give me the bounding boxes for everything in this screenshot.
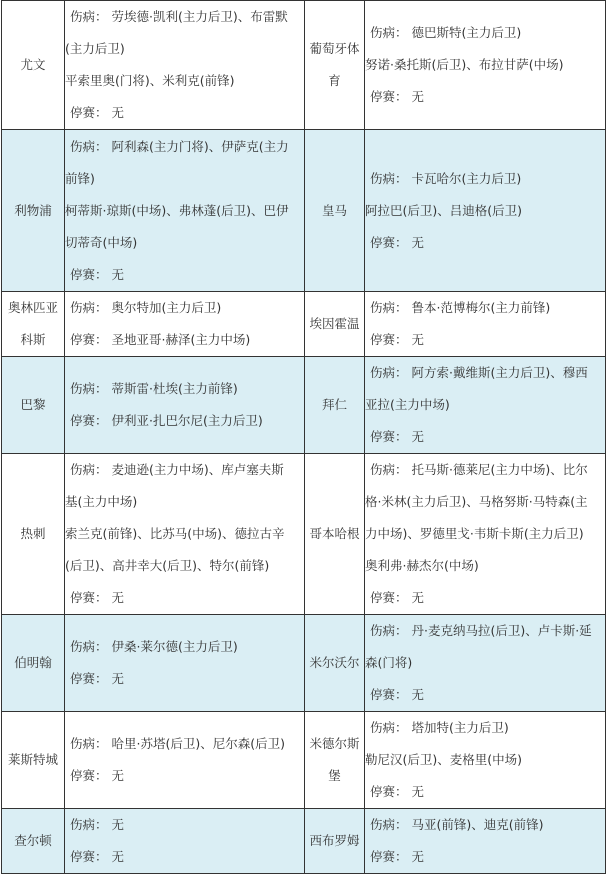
left-team-injury-details [65,712,305,809]
detail-line: 停赛： 无 [370,89,424,104]
detail-line: 伤病： 塔加特(主力后卫) [370,720,509,735]
right-team-injury-details [365,357,606,454]
detail-line: 停赛： 无 [70,671,124,686]
detail-line: 伤病： 麦迪逊(主力中场)、库卢塞夫斯 [70,462,284,477]
left-team-injury-details [65,357,305,454]
detail-line: 伤病： 劳埃德·凯利(主力后卫)、布雷默 [70,9,288,24]
detail-line: 奥利弗·赫杰尔(中场) [365,558,479,573]
left-team-name: 尤文 [2,1,65,130]
detail-line: 森(门将) [365,655,413,670]
right-team-name: 拜仁 [305,357,365,454]
table-row [2,809,606,874]
detail-line: 勒尼汉(后卫)、麦格里(中场) [365,752,523,767]
detail-line: 伤病： 无 [70,817,124,832]
detail-line: 努诺·桑托斯(后卫)、布拉甘萨(中场) [365,57,564,72]
left-team-name: 伯明翰 [2,615,65,712]
left-team-injury-details [65,1,305,130]
detail-line: 伤病： 阿方索·戴维斯(主力后卫)、穆西 [370,365,588,380]
right-team-injury-details [365,454,606,615]
right-team-name: 米德尔斯堡 [305,712,365,809]
detail-line: 停赛： 无 [370,332,424,347]
left-team-injury-details [65,454,305,615]
detail-line: 伤病： 马亚(前锋)、迪克(前锋) [370,817,544,832]
left-team-name: 查尔顿 [2,809,65,874]
left-team-injury-details [65,292,305,357]
detail-line: 停赛： 无 [70,849,124,864]
detail-line: 停赛： 无 [370,590,424,605]
detail-line: 前锋) [65,170,95,186]
detail-line: 伤病： 阿利森(主力门将)、伊萨克(主力 [70,138,289,154]
detail-line: 阿拉巴(后卫)、吕迪格(后卫) [365,202,523,218]
right-team-name: 哥本哈根 [305,454,365,615]
right-team-name: 西布罗姆 [305,809,365,874]
detail-line: 平索里奥(门将)、米利克(前锋) [65,73,235,88]
detail-line: 柯蒂斯·琼斯(中场)、弗林蓬(后卫)、巴伊 [65,202,289,218]
detail-line: 停赛： 无 [70,590,124,605]
right-team-injury-details [365,712,606,809]
detail-line: 伤病： 鲁本·范博梅尔(主力前锋) [370,300,551,315]
table-row [2,130,606,292]
detail-line: 伤病： 丹·麦克纳马拉(后卫)、卢卡斯·延 [370,623,592,638]
detail-line: 停赛： 无 [370,849,424,864]
left-team-name: 利物浦 [2,130,65,292]
detail-line: (后卫)、高井幸大(后卫)、特尔(前锋) [65,558,270,573]
left-team-injury-details [65,615,305,712]
detail-line: 伤病： 蒂斯雷·杜埃(主力前锋) [70,381,238,396]
table-row [2,454,606,615]
table-row [2,1,606,130]
table-row [2,615,606,712]
detail-line: 停赛： 无 [370,687,424,702]
right-team-injury-details [365,809,606,874]
right-team-name: 埃因霍温 [305,292,365,357]
right-team-injury-details [365,1,606,130]
detail-line: 停赛： 伊利亚·扎巴尔尼(主力后卫) [70,413,263,428]
detail-line: 力中场)、罗德里戈·韦斯卡斯(主力后卫) [365,526,584,541]
detail-line: 伤病： 托马斯·德莱尼(主力中场)、比尔 [370,462,588,477]
right-team-name: 葡萄牙体育 [305,1,365,130]
detail-line: 停赛： 无 [70,266,124,282]
left-team-name: 巴黎 [2,357,65,454]
detail-line: 停赛： 无 [70,768,124,783]
right-team-name: 米尔沃尔 [305,615,365,712]
detail-line: 伤病： 哈里·苏塔(后卫)、尼尔森(后卫) [70,736,285,751]
right-team-name: 皇马 [305,130,365,292]
detail-line: 格·米林(主力后卫)、马格努斯·马特森(主 [365,494,588,509]
detail-line: 伤病： 卡瓦哈尔(主力后卫) [370,170,522,186]
left-team-injury-details [65,809,305,874]
left-team-injury-details [65,130,305,292]
left-team-name: 莱斯特城 [2,712,65,809]
detail-line: 切蒂奇(中场) [65,234,138,250]
detail-line: 亚拉(主力中场) [365,397,450,412]
table-row [2,357,606,454]
right-team-injury-details [365,130,606,292]
detail-line: 停赛： 圣地亚哥·赫泽(主力中场) [70,332,251,347]
right-team-injury-details [365,615,606,712]
table-row [2,712,606,809]
detail-line: 停赛： 无 [70,105,124,120]
table-row [2,292,606,357]
detail-line: 基(主力中场) [65,494,138,509]
detail-line: 停赛： 无 [370,234,424,250]
injury-table [1,0,606,874]
detail-line: 停赛： 无 [370,784,424,799]
detail-line: 索兰克(前锋)、比苏马(中场)、德拉古辛 [65,526,285,541]
left-team-name: 奥林匹亚科斯 [2,292,65,357]
left-team-name: 热刺 [2,454,65,615]
detail-line: 停赛： 无 [370,429,424,444]
detail-line: 伤病： 奥尔特加(主力后卫) [70,300,222,315]
detail-line: 伤病： 伊桑·莱尔德(主力后卫) [70,639,238,654]
detail-line: 伤病： 德巴斯特(主力后卫) [370,25,522,40]
right-team-injury-details [365,292,606,357]
detail-line: (主力后卫) [65,41,125,56]
